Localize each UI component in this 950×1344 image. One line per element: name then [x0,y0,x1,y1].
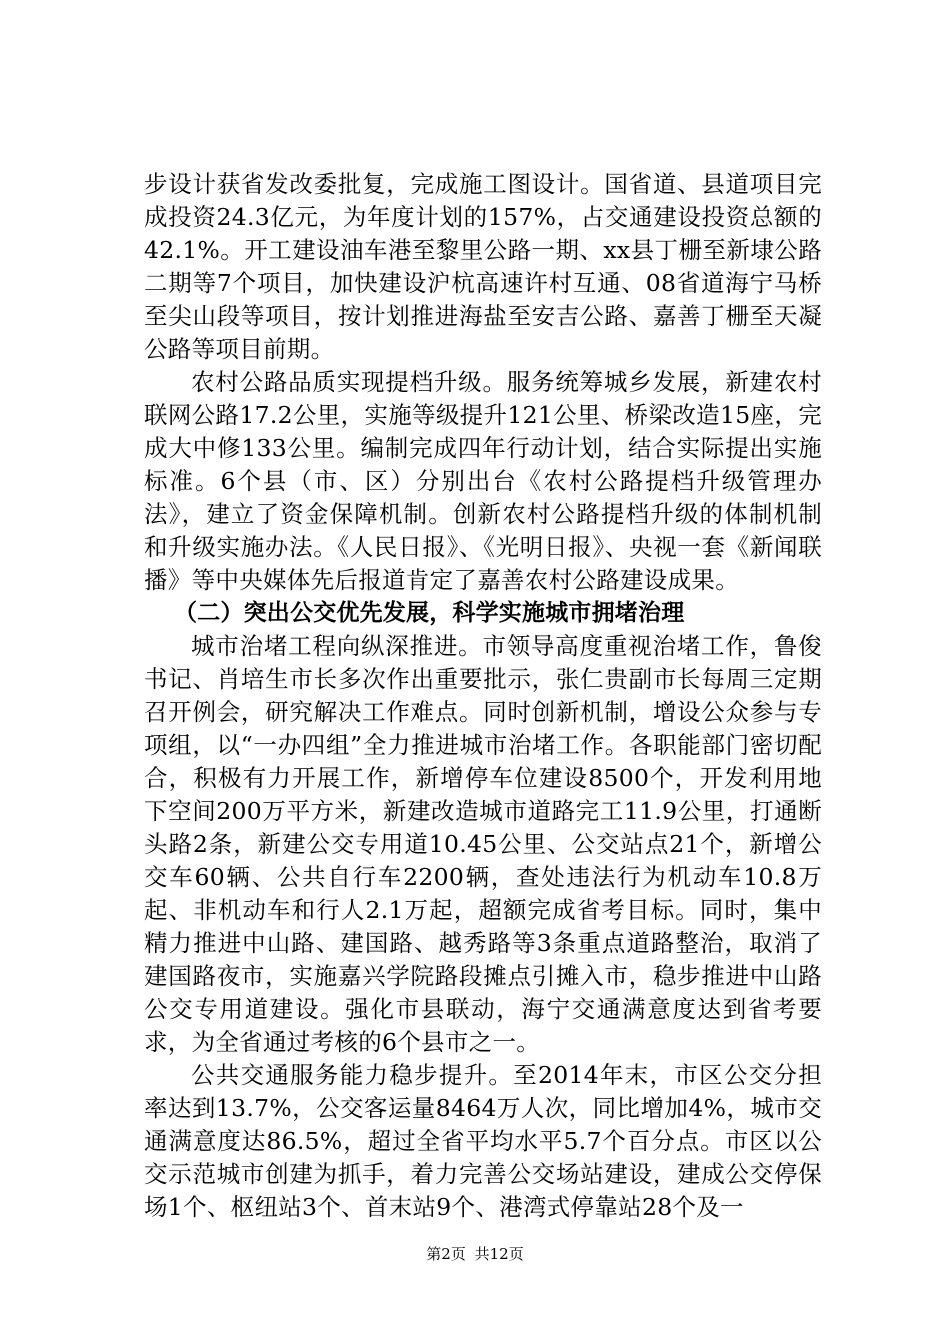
document-body [144,168,822,1224]
paragraph-rural-roads: 农村公路品质实现提档升级。服务统筹城乡发展，新建农村联网公路17.2公里，实施等级提升121公里、桥梁改造15座，完成大中修133公里。编制完成四年行动计划，结合实际提出实施标准。6个县（市、区）分别出台《农村公路提档升级管理办法》，建立了资金保障机制。创新农村公路提档升级的体制机制和升级实施办法。《人民日报》、《光明日报》、央视一套《新闻联播》等中央媒体先后报道肯定了嘉善农村公路建设成果。 [144,368,822,594]
section-heading: （二）突出公交优先发展，科学实施城市拥堵治理 [174,600,685,626]
page-footer [0,1244,950,1264]
paragraph-congestion-control: 城市治堵工程向纵深推进。市领导高度重视治堵工作，鲁俊书记、肖培生市长多次作出重要批示，张仁贵副市长每周三定期召开例会，研究解决工作难点。同时创新机制，增设公众参与专项组，以“一办四组”全力推进城市治堵工作。各职能部门密切配合，积极有力开展工作，新增停车位建设8500个，开发利用地下空间200万平方米，新建改造城市道路完工11.9公里，打通断头路2条，新建公交专用道10.45公里、公交站点21个，新增公交车60辆、公共自行车2200辆，查处违法行为机动车10.8万起、非机动车和行人2.1万起，超额完成省考目标。同时，集中精力推进中山路、建国路、越秀路等3条重点道路整治，取消了建国路夜市，实施嘉兴学院路段摊点引摊入市，稳步推进中山路公交专用道建设。强化市县联动，海宁交通满意度达到省考要求，为全省通过考核的6个县市之一。 [144,632,822,1056]
paragraph-project-investment: 步设计获省发改委批复，完成施工图设计。国省道、县道项目完成投资24.3亿元，为年度计划的157%，占交通建设投资总额的42.1%。开工建设油车港至黎里公路一期、xx县丁栅至新埭公路二期等7个项目，加快建设沪杭高速许村互通、08省道海宁马桥至尖山段等项目，按计划推进海盐至安吉公路、嘉善丁栅至天凝公路等项目前期。 [144,170,822,363]
page-total: 共12页 [474,1245,524,1263]
paragraph-public-transport: 公共交通服务能力稳步提升。至2014年末，市区公交分担率达到13.7%，公交客运量8464万人次，同比增加4%，城市交通满意度达86.5%，超过全省平均水平5.7个百分点。市区以公交示范城市创建为抓手，着力完善公交场站建设，建成公交停保场1个、枢纽站3个、首末站9个、港湾式停靠站28个及一 [144,1061,822,1221]
page-number: 第2页 [426,1245,466,1263]
